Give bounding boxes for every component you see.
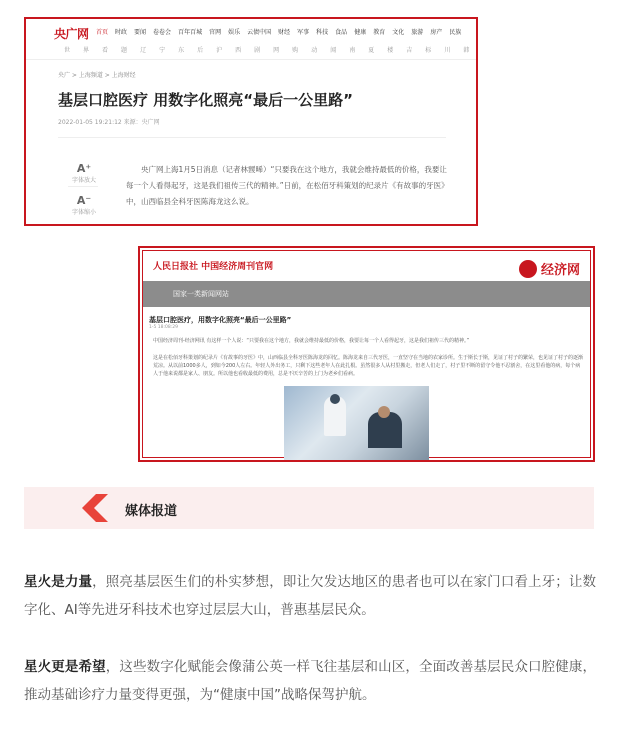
- nav-item[interactable]: 云债中国: [247, 29, 272, 36]
- screenshot-frame: [142, 250, 591, 458]
- nav-item[interactable]: 官网: [209, 29, 222, 36]
- dentist-figure: [324, 396, 346, 436]
- article-photo: [284, 386, 429, 460]
- cnr-logo: 央广网: [54, 27, 89, 41]
- article-paragraph: 这是在松佰牙科策划的纪录片《有故事的牙医》中，山西临县全科牙医陈海龙的回忆。陈海龙来自三代牙医，一直坚守在当地的农家诊所。生于斯长于斯，见证了村子的繁荣，也见证了村子的逐渐荒凉。从以前1000多人，到如今200人左右。年轻人外出务工，只剩下这些老年人在此扎根。虽然很多人从村里搬走，但老人们走了，村子里不断的留守令他不忍割舍，在这里看他的病，每个病人于他来说都是家人、朋友。所以他也看收最低的费用，总是不厌辛苦的上门为老乡们看病。: [153, 355, 584, 377]
- subnav-item[interactable]: 后: [197, 47, 204, 54]
- paragraph-text: ，照亮基层医生们的朴实梦想，即让欠发达地区的患者也可以在家门口看上牙；让数字化、AI等先进牙科技术也穿过层层大山，普惠基层民众。: [24, 574, 597, 618]
- subnav-item[interactable]: 川: [444, 47, 451, 54]
- subnav-item[interactable]: 动: [311, 47, 318, 54]
- nav-item[interactable]: 百年百城: [178, 29, 203, 36]
- nav-item[interactable]: 文化: [392, 29, 405, 36]
- nav-item[interactable]: 科技: [316, 29, 329, 36]
- nav-item[interactable]: 旅游: [411, 29, 424, 36]
- nav-item[interactable]: 食品: [335, 29, 348, 36]
- ceweekly-article-screenshot: [138, 246, 595, 462]
- paragraph-lead: 星火更是希望: [24, 659, 106, 675]
- subnav-item[interactable]: 网: [273, 47, 280, 54]
- nav-item[interactable]: 卷卷会: [153, 29, 172, 36]
- subnav-item[interactable]: 宁: [159, 47, 166, 54]
- article-title: 基层口腔医疗 用数字化照亮“最后一公里路”: [58, 91, 353, 109]
- subnav-item[interactable]: 剧: [254, 47, 261, 54]
- nav-item[interactable]: 健康: [354, 29, 367, 36]
- article-paragraph: 中国经济周刊-经济网讯 有这样一个人说：“只要我在这个地方，我就会维持最低的价格，我要让每一个人看得起牙，这是我们祖传三代的精神。”: [153, 338, 470, 344]
- patient-figure: [368, 412, 402, 448]
- paragraph-lead: 星火是力量: [24, 574, 93, 590]
- nav-bar: [143, 281, 590, 307]
- section-title: 媒体报道: [125, 504, 178, 519]
- font-minus-icon: A⁻: [76, 194, 92, 207]
- subnav-item[interactable]: 界: [83, 47, 90, 54]
- article-title: 基层口腔医疗，用数字化照亮“最后一公里路”: [149, 316, 292, 324]
- nav-item[interactable]: 娱乐: [228, 29, 241, 36]
- paragraph: [24, 653, 596, 709]
- divider: [58, 137, 446, 138]
- logo-mark-icon: [519, 260, 537, 278]
- subnav-item[interactable]: 沪: [216, 47, 223, 54]
- subnav-item[interactable]: 西: [235, 47, 242, 54]
- nav-item[interactable]: 首页: [96, 29, 109, 36]
- nav-item[interactable]: 房产: [430, 29, 443, 36]
- subnav-item[interactable]: 辽: [140, 47, 147, 54]
- cnr-article-screenshot: [24, 17, 478, 226]
- nav-item[interactable]: 要闻: [134, 29, 147, 36]
- ceweekly-brand: 人民日报社 中国经济周刊官网: [153, 262, 274, 272]
- subnav-item[interactable]: 闻: [330, 47, 337, 54]
- cnr-header: [26, 19, 476, 60]
- cnr-secondary-nav: [64, 45, 469, 54]
- subnav-item[interactable]: 夏: [368, 47, 375, 54]
- font-increase-label: 字体放大: [71, 177, 96, 184]
- subnav-item[interactable]: 题: [121, 47, 128, 54]
- font-decrease-label: 字体缩小: [71, 209, 96, 216]
- article-date: 1-5 18:08:29: [149, 325, 178, 330]
- subnav-item[interactable]: 购: [292, 47, 299, 54]
- section-banner: [24, 487, 594, 529]
- font-decrease-button[interactable]: [66, 194, 102, 216]
- article-body: 央广网上海1月5日消息（记者林靉晞）“只要我在这个地方，我就会维持最低的价格，我要让每一个人看得起牙，这是我们祖传三代的精神。”日前，在松佰牙科策划的纪录片《有故事的牙医》中，山西临县全科牙医陈海龙这么说。: [126, 165, 447, 206]
- ceweekly-logo: [519, 259, 580, 278]
- paragraph: [24, 568, 596, 624]
- subnav-item[interactable]: 世: [64, 47, 71, 54]
- paragraph-text: ，这些数字化赋能会像蒲公英一样飞往基层和山区，全面改善基层民众口腔健康，推动基础诊疗力量变得更强，为“健康中国”战略保驾护航。: [24, 659, 597, 703]
- divider: [68, 186, 98, 187]
- nav-item[interactable]: 教育: [373, 29, 386, 36]
- logo-text: 经济网: [540, 263, 580, 278]
- subnav-item[interactable]: 韩: [463, 47, 470, 54]
- breadcrumb: 央广 > 上海频道 > 上海财经: [58, 72, 136, 79]
- font-increase-button[interactable]: [66, 162, 102, 184]
- subnav-item[interactable]: 南: [349, 47, 356, 54]
- nav-item[interactable]: 时政: [115, 29, 128, 36]
- subnav-item[interactable]: 标: [425, 47, 432, 54]
- font-plus-icon: A⁺: [76, 162, 92, 175]
- nav-bar-label[interactable]: 国家一类新闻网站: [173, 290, 229, 298]
- article-meta: 2022-01-05 19:21:12 来源：央广网: [58, 119, 160, 126]
- nav-item[interactable]: 民族: [449, 29, 462, 36]
- subnav-item[interactable]: 东: [178, 47, 185, 54]
- nav-item[interactable]: 军事: [297, 29, 310, 36]
- subnav-item[interactable]: 楼: [387, 47, 394, 54]
- subnav-item[interactable]: 看: [102, 47, 109, 54]
- subnav-item[interactable]: 吉: [406, 47, 413, 54]
- nav-item[interactable]: 财经: [278, 29, 291, 36]
- chevron-left-icon: [82, 494, 110, 522]
- cnr-primary-nav: [96, 27, 461, 36]
